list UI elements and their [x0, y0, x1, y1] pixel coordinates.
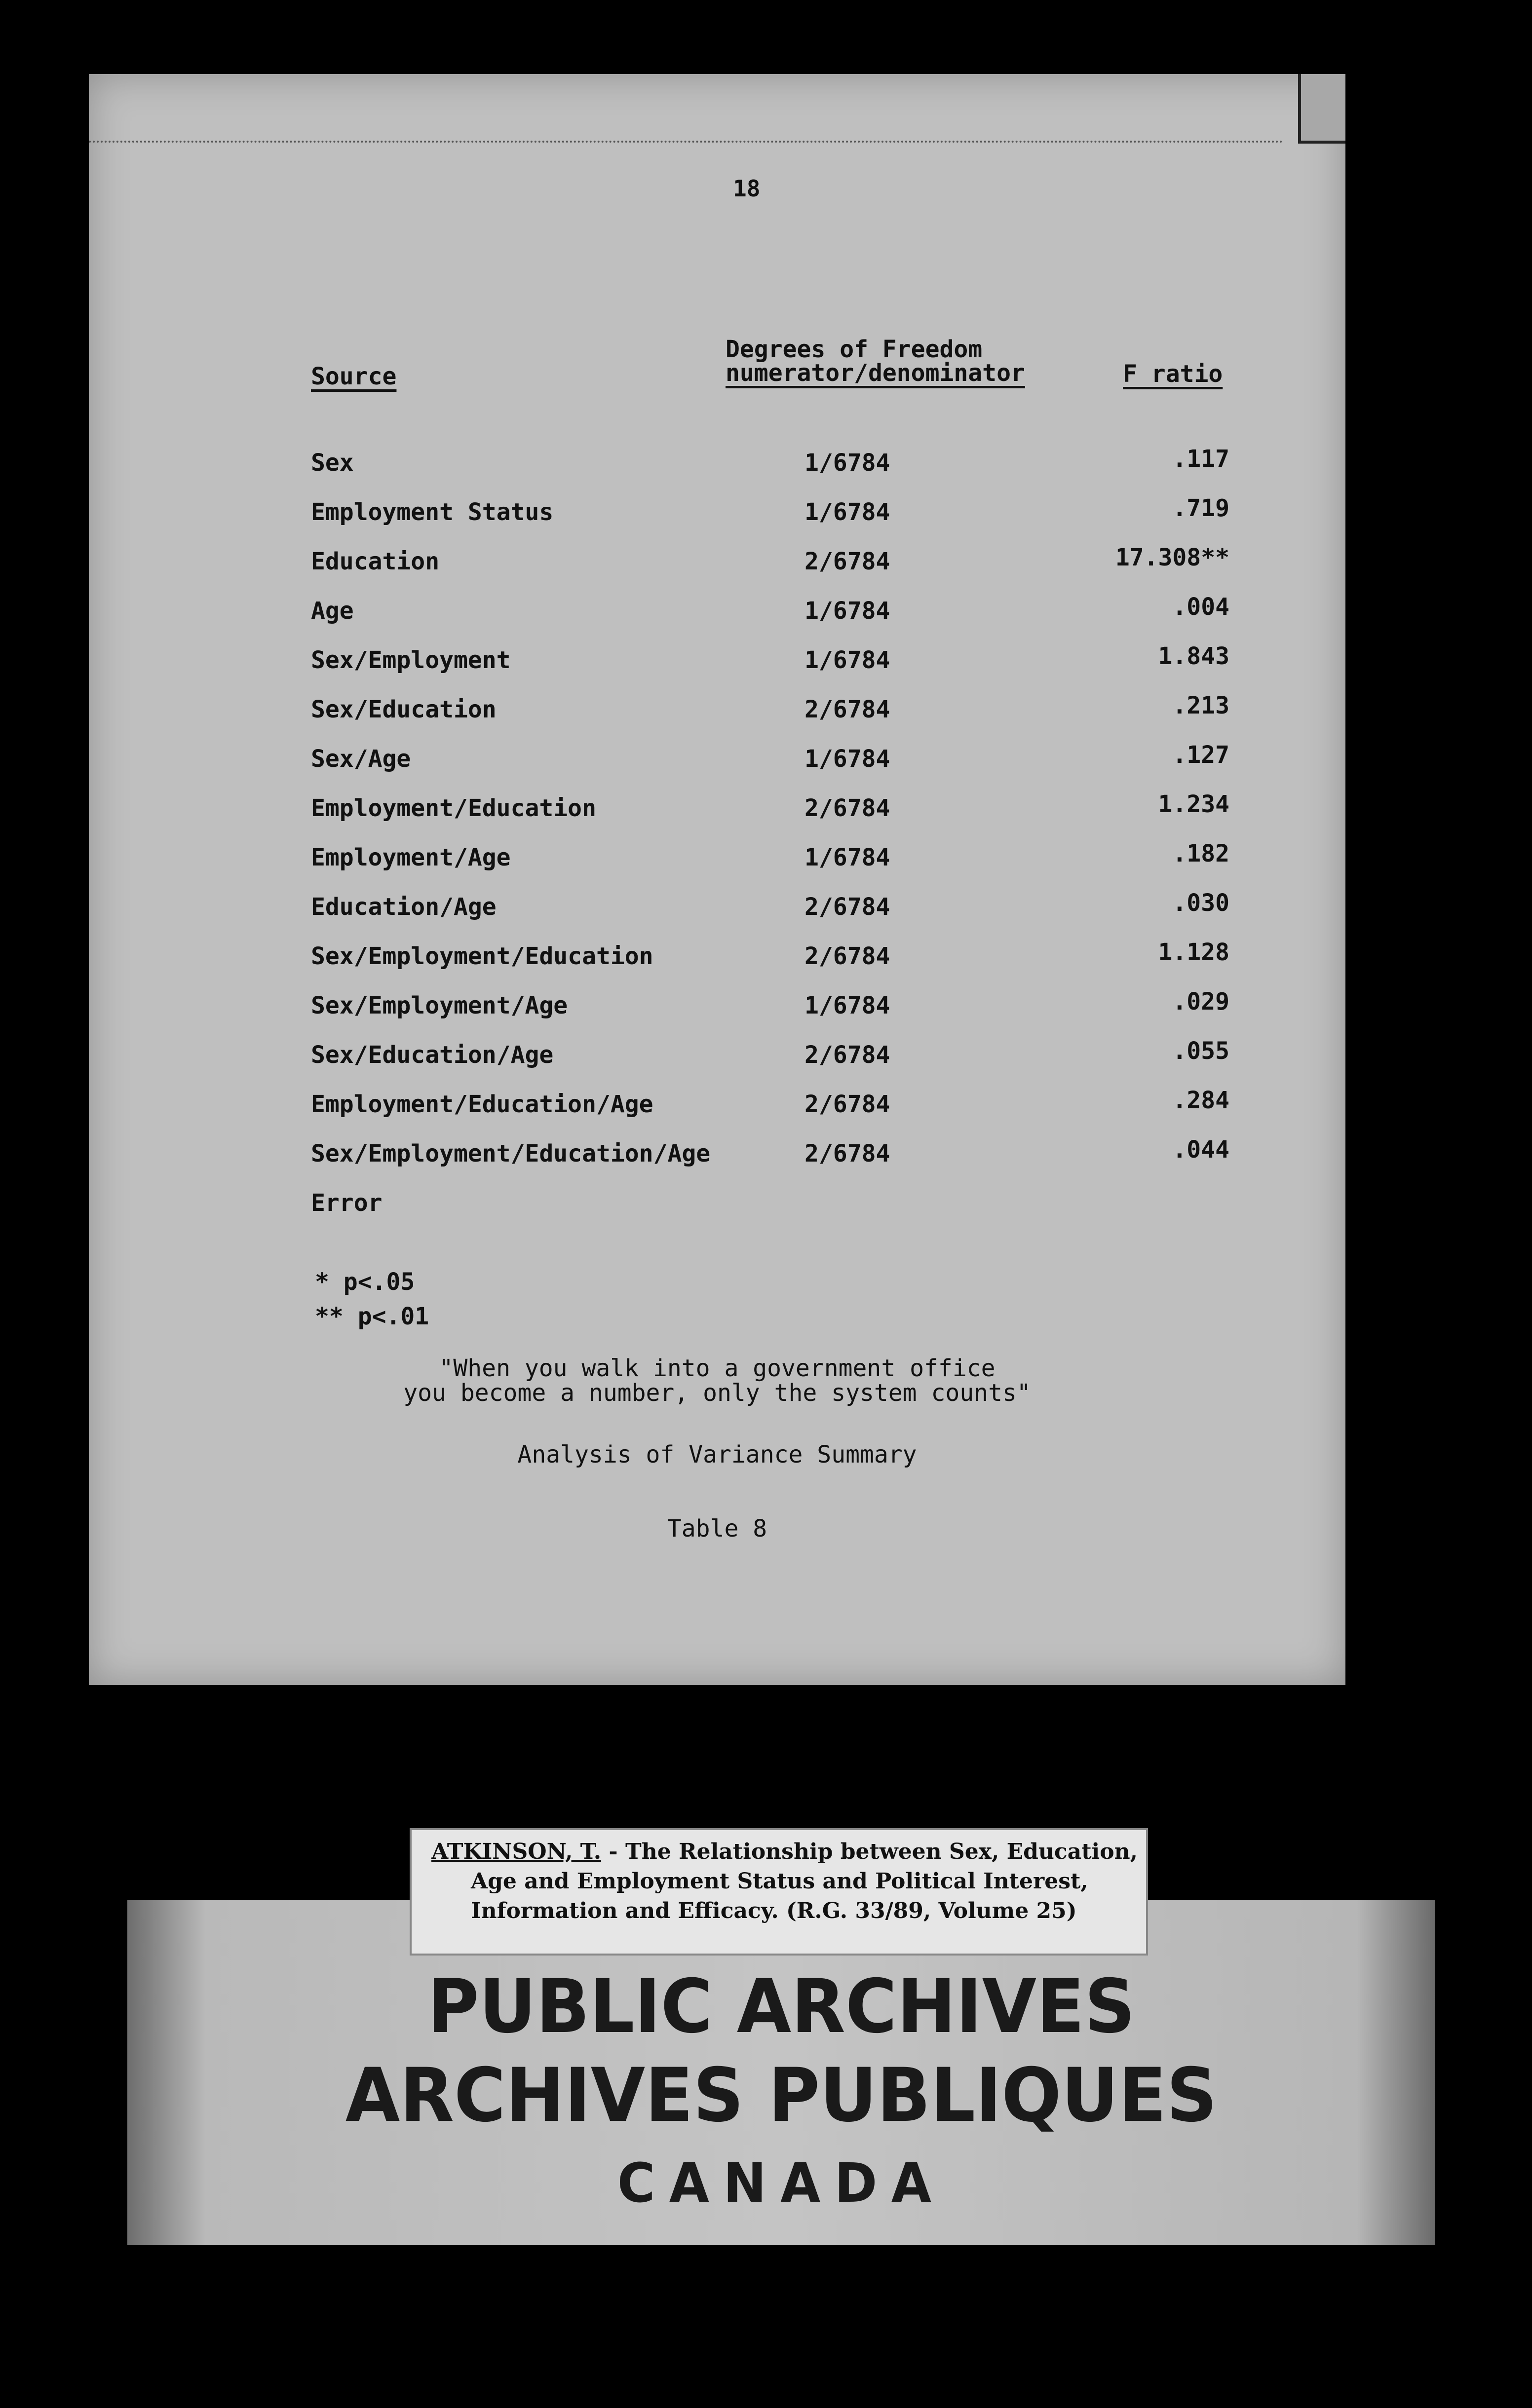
- footnote-p01: ** p<.01: [315, 1303, 429, 1330]
- row-df: 2/6784: [804, 942, 890, 970]
- citation-author: ATKINSON, T.: [431, 1839, 602, 1864]
- row-source: Sex/Employment/Education/Age: [311, 1140, 711, 1167]
- row-source: Education: [311, 548, 440, 575]
- quote-line-2: you become a number, only the system counts": [403, 1379, 1031, 1407]
- row-source: Sex/Employment/Education: [311, 942, 653, 970]
- quote-line-1: "When you walk into a government office: [439, 1354, 996, 1382]
- row-f-ratio: 1.843: [1158, 642, 1229, 670]
- document-page: [89, 74, 1345, 1685]
- row-df: 1/6784: [804, 597, 890, 625]
- row-df: 2/6784: [804, 893, 890, 921]
- row-source: Sex/Age: [311, 745, 411, 773]
- citation-line-1: [431, 1839, 1138, 1864]
- archive-citation-label: [410, 1828, 1148, 1956]
- row-df: 2/6784: [804, 1041, 890, 1069]
- page-number: 18: [733, 175, 761, 202]
- row-source: Age: [311, 597, 354, 625]
- header-df-line2: numerator/denominator: [726, 359, 1025, 387]
- row-f-ratio: .004: [1172, 593, 1229, 621]
- row-f-ratio: 1.128: [1158, 939, 1229, 966]
- row-source: Sex/Education: [311, 696, 497, 723]
- row-f-ratio: 17.308**: [1115, 544, 1229, 571]
- header-f-ratio: F ratio: [1123, 360, 1223, 388]
- row-df: 1/6784: [804, 844, 890, 871]
- row-df: 1/6784: [804, 992, 890, 1019]
- row-df: 1/6784: [804, 498, 890, 526]
- row-f-ratio: .182: [1172, 840, 1229, 867]
- row-df: 1/6784: [804, 745, 890, 773]
- archive-french: ARCHIVES PUBLIQUES: [345, 2053, 1218, 2139]
- row-f-ratio: .030: [1172, 889, 1229, 917]
- footnote-p05: * p<.05: [315, 1268, 415, 1296]
- row-f-ratio: .044: [1172, 1136, 1229, 1164]
- row-source: Employment/Education/Age: [311, 1091, 653, 1118]
- row-f-ratio: .284: [1172, 1087, 1229, 1114]
- row-df: 1/6784: [804, 449, 890, 477]
- row-df: 2/6784: [804, 794, 890, 822]
- row-f-ratio: .055: [1172, 1037, 1229, 1065]
- corner-fold: [1298, 74, 1345, 144]
- row-source: Sex/Employment: [311, 646, 511, 674]
- header-source: Source: [311, 363, 397, 390]
- row-f-ratio: .213: [1172, 692, 1229, 719]
- header-df-line1: Degrees of Freedom: [726, 336, 983, 363]
- row-source: Employment/Education: [311, 794, 596, 822]
- row-source: Sex/Education/Age: [311, 1041, 554, 1069]
- row-source: Sex/Employment/Age: [311, 992, 568, 1019]
- row-f-ratio: .117: [1172, 445, 1229, 473]
- row-f-ratio: .029: [1172, 988, 1229, 1016]
- row-source: Employment/Age: [311, 844, 511, 871]
- row-source: Employment Status: [311, 498, 554, 526]
- archive-english: PUBLIC ARCHIVES: [427, 1964, 1135, 2050]
- citation-line-3: Information and Efficacy. (R.G. 33/89, Volume 25): [471, 1898, 1077, 1923]
- row-df: 2/6784: [804, 548, 890, 575]
- row-df: 2/6784: [804, 1091, 890, 1118]
- analysis-caption: Analysis of Variance Summary: [517, 1441, 917, 1468]
- page-top-edge: [89, 141, 1283, 143]
- row-df: 2/6784: [804, 696, 890, 723]
- row-f-ratio: 1.234: [1158, 790, 1229, 818]
- row-f-ratio: .719: [1172, 494, 1229, 522]
- row-source: Education/Age: [311, 893, 497, 921]
- row-source: Sex: [311, 449, 354, 477]
- row-f-ratio: .127: [1172, 741, 1229, 769]
- table-label: Table 8: [667, 1515, 767, 1543]
- citation-line-2: Age and Employment Status and Political Interest,: [471, 1869, 1088, 1894]
- citation-title-start: - The Relationship between Sex, Education,: [601, 1839, 1138, 1864]
- archive-country: CANADA: [617, 2151, 946, 2215]
- row-source: Error: [311, 1189, 383, 1217]
- row-df: 2/6784: [804, 1140, 890, 1167]
- row-df: 1/6784: [804, 646, 890, 674]
